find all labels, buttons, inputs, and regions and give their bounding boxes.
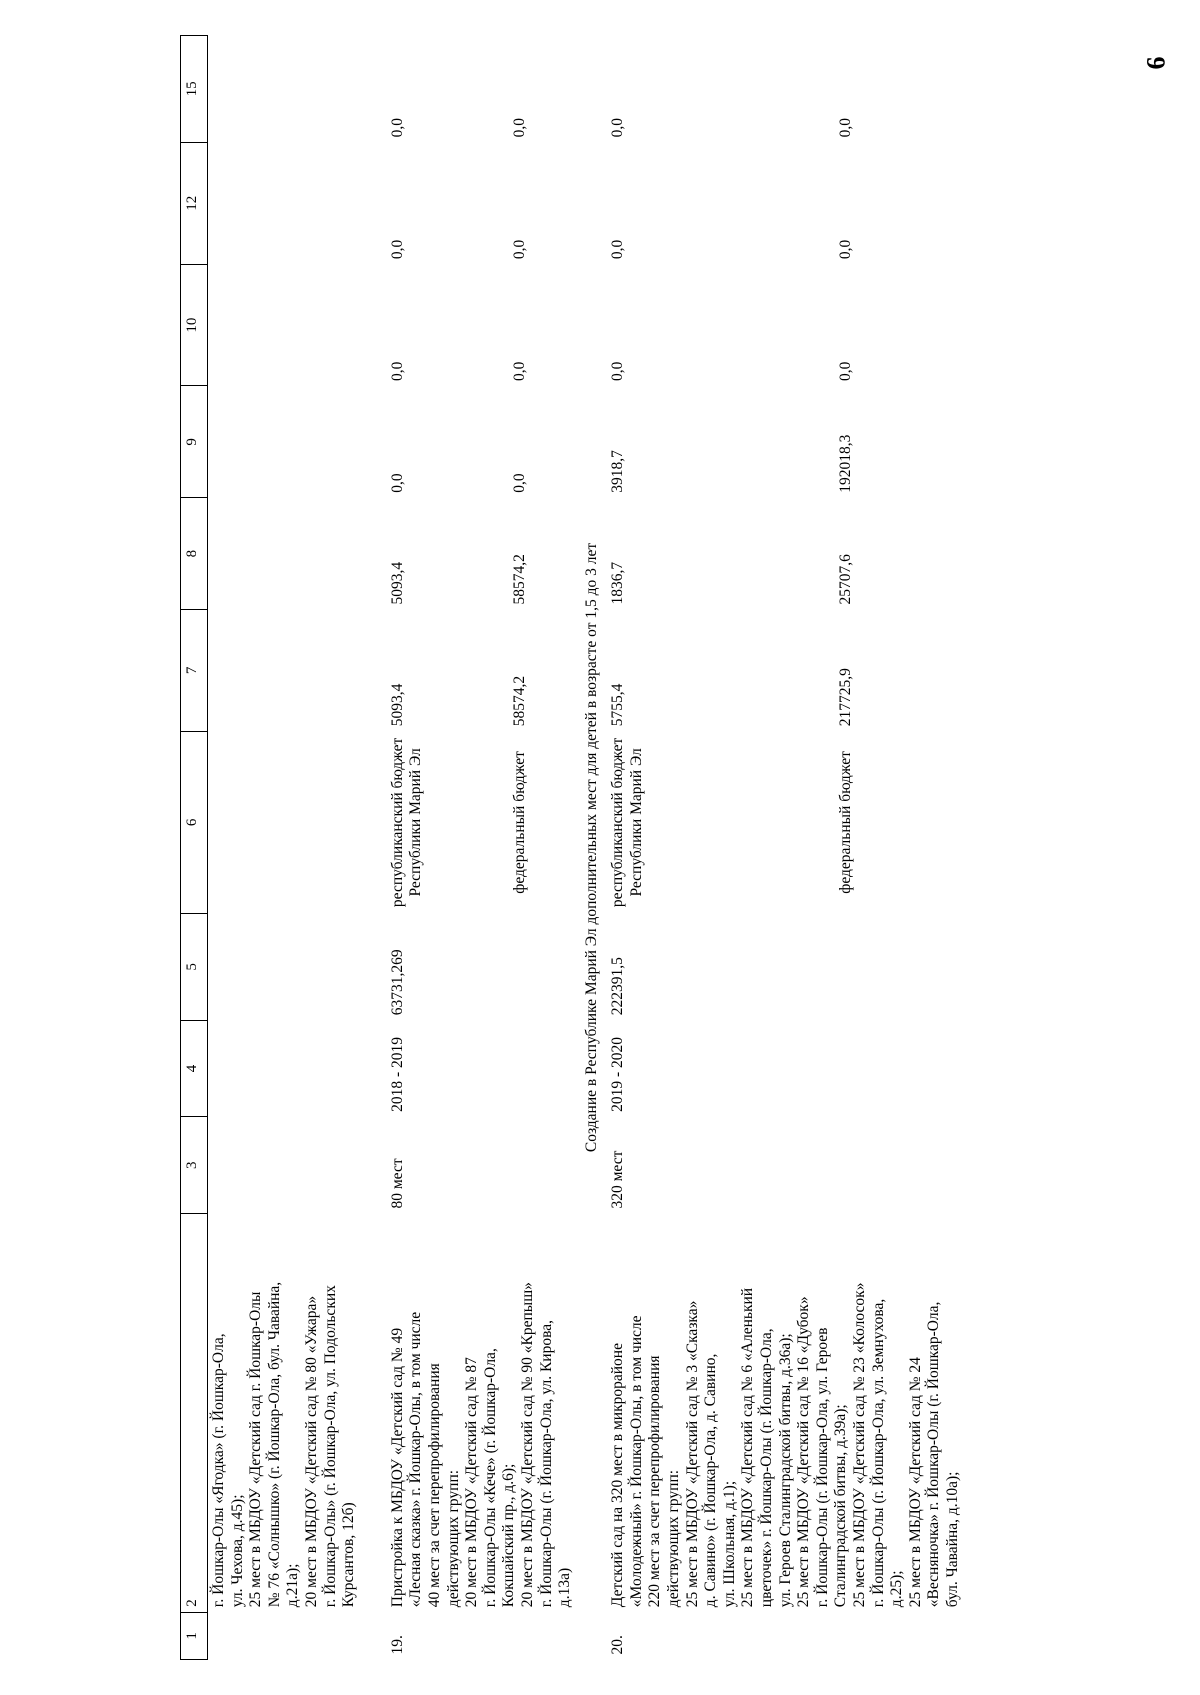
row-20-capacity: 320 мест: [609, 1150, 627, 1209]
value-col-9: 0,0: [388, 473, 406, 493]
col-header-2: 2: [181, 1214, 208, 1613]
value-col-15: 0,0: [836, 117, 854, 138]
col-header-5: 5: [181, 914, 208, 1021]
column-number-header: [181, 36, 208, 1660]
col-header-6: 6: [181, 731, 208, 913]
funding-source: республиканский бюджет Республики Марий Эл: [388, 737, 425, 908]
table-row-19: [387, 36, 509, 1660]
row-20-years: 2019 - 2020: [609, 1036, 627, 1112]
value-col-15: 0,0: [510, 117, 528, 138]
value-col-9: 3918,7: [609, 450, 627, 493]
page-number: 6: [1141, 56, 1171, 70]
value-col-7: 5093,4: [388, 683, 406, 727]
value-col-12: 0,0: [510, 239, 528, 260]
funding-source: федеральный бюджет: [836, 751, 854, 894]
rotated-table-sheet: [180, 35, 1180, 1660]
col-header-3: 3: [181, 1117, 208, 1214]
section-title: Создание в Республике Марий Эл дополнительных мест для детей в возрасте от 1,5 до 3 лет: [582, 542, 600, 1153]
col-header-15: 15: [181, 36, 208, 143]
row-19-years: 2018 - 2019: [388, 1036, 406, 1112]
continuation-description: г. Йошкар-Олы «Ягодка» (г. Йошкар-Ола, ул. Чехова, д.45); 25 мест в МБДОУ «Детский сад г. Йошкар-Олы № 76 «Солнышко» (г. Йошкар-Ола, бул. Чавайна, д.21а); 20 мест в МБДОУ «Детский сад № 80 «Ужара» г. Йошкар-Олы» (г. Йошкар-Ола, ул. Подольских Курсантов, 12б): [210, 1281, 358, 1608]
value-col-12: 0,0: [388, 239, 406, 260]
value-col-10: 0,0: [609, 361, 627, 381]
row-20-cost: 222391,5: [609, 957, 627, 1016]
row-19-description: Пристройка к МБДОУ «Детский сад № 49 «Лесная сказка» г. Йошкар-Олы, в том числе 40 мест за счет перепрофилирования действующих групп: 20 мест в МБДОУ «Детский сад № 87 г. Йошкар-Олы «Кече» (г. Йошкар-Ола, Кокшайский пр., д.6); 20 мест в МБДОУ «Детский сад № 90 «Крепыш» г. Йошкар-Олы (г. Йошкар-Ола, ул. Кирова, д.13а): [388, 1282, 574, 1608]
value-col-12: 0,0: [609, 239, 627, 260]
col-header-12: 12: [181, 142, 208, 264]
value-col-10: 0,0: [388, 361, 406, 381]
value-col-8: 25707,6: [836, 554, 854, 605]
row-number: 20.: [609, 1635, 627, 1655]
value-col-15: 0,0: [388, 117, 406, 138]
value-col-9: 192018,3: [836, 434, 854, 493]
row-number: 19.: [388, 1635, 406, 1655]
program-table: [180, 35, 969, 1660]
value-col-10: 0,0: [836, 361, 854, 381]
col-header-1: 1: [181, 1612, 208, 1659]
col-header-8: 8: [181, 498, 208, 610]
col-header-4: 4: [181, 1020, 208, 1117]
funding-source: федеральный бюджет: [510, 751, 528, 894]
value-col-7: 5755,4: [609, 683, 627, 727]
section-heading-row: [581, 36, 608, 1660]
value-col-15: 0,0: [609, 117, 627, 138]
col-header-9: 9: [181, 386, 208, 498]
row-19-capacity: 80 мест: [388, 1158, 406, 1209]
value-col-10: 0,0: [510, 361, 528, 381]
value-col-12: 0,0: [836, 239, 854, 260]
value-col-9: 0,0: [510, 473, 528, 493]
row-20-description: Детский сад на 320 мест в микрорайоне «Молодежный» г. Йошкар-Олы, в том числе 220 мест за счет перепрофилирования действующих групп: 25 мест в МБДОУ «Детский сад № 3 «Сказка» д. Савино» (г. Йошкар-Ола, д. Савино, ул. Школьная, д.1); 25 мест в МБДОУ «Детский сад № 6 «Аленький цветочек» г. Йошкар-Олы (г. Йошкар-Ола, ул. Героев Сталинградской битвы, д.36а); 25 мест в МБДОУ «Детский сад № 16 «Дубок» г. Йошкар-Олы (г. Йошкар-Ола, ул. Героев Сталинградской битвы, д.39а); 25 мест в МБДОУ «Детский сад № 23 «Колосок» г. Йошкар-Олы (г. Йошкар-Ола, ул. Земнухова, д.25); 25 мест в МБДОУ «Детский сад № 24 «Весняночка» г. Йошкар-Олы (г. Йошкар-Ола, бул. Чавайна, д.10а);: [609, 1282, 961, 1608]
table-row-20: [607, 36, 834, 1660]
value-col-8: 58574,2: [510, 554, 528, 605]
col-header-7: 7: [181, 609, 208, 731]
table-row-continuation: [208, 36, 365, 1660]
value-col-7: 58574,2: [510, 675, 528, 727]
funding-source: республиканский бюджет Республики Марий Эл: [609, 737, 645, 908]
row-19-cost: 63731,269: [388, 949, 406, 1016]
value-col-7: 217725,9: [836, 668, 854, 727]
value-col-8: 1836,7: [609, 561, 627, 605]
col-header-10: 10: [181, 264, 208, 386]
value-col-8: 5093,4: [388, 561, 406, 605]
